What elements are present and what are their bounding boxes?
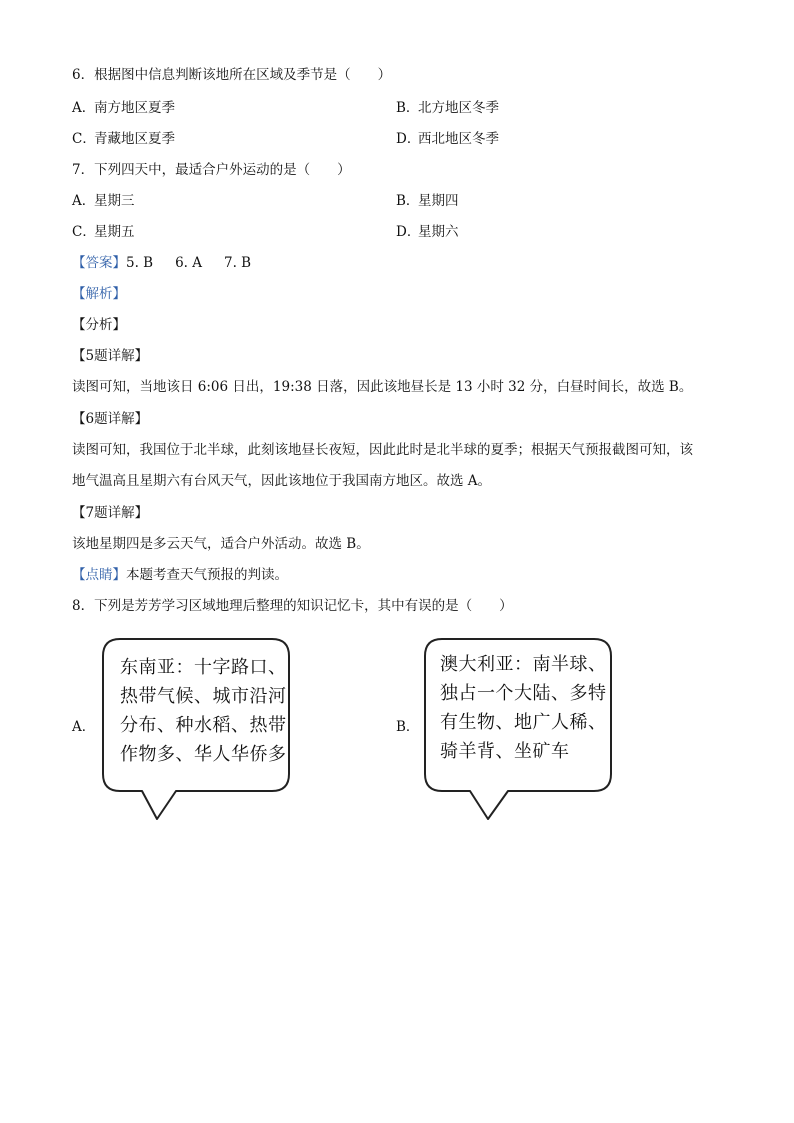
q6-option-c-text: 青藏地区夏季 <box>94 131 175 147</box>
q6-option-a-text: 南方地区夏季 <box>94 100 175 116</box>
q8-card-a-letter: A． <box>72 719 96 735</box>
q6-option-b <box>396 99 499 117</box>
analysis-label: 【解析】 <box>72 286 126 302</box>
answer-item: 6. A <box>175 255 203 271</box>
q7-option-b-text: 星期四 <box>418 193 459 209</box>
q6-stem: 6．根据图中信息判断该地所在区域及季节是（ ） <box>72 67 392 83</box>
answer-label: 【答案】 <box>72 255 126 271</box>
q8-card-b-text <box>440 650 607 766</box>
q8-card-a-line: 热带气候、城市沿河 <box>120 686 287 707</box>
answer-line <box>72 254 273 272</box>
fenxi-heading: 【分析】 <box>72 317 126 333</box>
q7-option-c-text: 星期五 <box>94 224 135 240</box>
dianjing-label: 【点睛】 <box>72 567 126 583</box>
q5-detail-heading: 【5题详解】 <box>72 348 149 364</box>
q8-stem: 8．下列是芳芳学习区域地理后整理的知识记忆卡，其中有误的是（ ） <box>72 598 513 614</box>
q6-option-c <box>72 130 175 148</box>
q7-option-d <box>396 223 459 241</box>
q7-option-a-letter: A． <box>72 193 96 209</box>
q7-stem: 7．下列四天中，最适合户外运动的是（ ） <box>72 162 351 178</box>
dianjing-text: 本题考查天气预报的判读。 <box>126 567 288 583</box>
q8-card-a-text <box>120 653 287 769</box>
dianjing-line <box>72 566 288 584</box>
q8-card-a-line: 作物多、华人华侨多 <box>120 744 287 765</box>
q8-card-b-line: 骑羊背、坐矿车 <box>440 741 570 762</box>
q8-card-a-line: 分布、种水稻、热带 <box>120 715 287 736</box>
q6-detail-body-1: 读图可知，我国位于北半球，此刻该地昼长夜短，因此此时是北半球的夏季；根据天气预报截图可知，该 <box>72 442 693 458</box>
q6-option-a <box>72 99 175 117</box>
q7-option-a-text: 星期三 <box>94 193 135 209</box>
q8-card-b-line: 有生物、地广人稀、 <box>440 712 607 733</box>
q6-option-d-letter: D． <box>396 131 421 147</box>
q7-option-d-letter: D． <box>396 224 421 240</box>
q7-option-b-letter: B． <box>396 193 420 209</box>
q8-card-a-line: 东南亚：十字路口、 <box>120 657 287 678</box>
q7-detail-heading: 【7题详解】 <box>72 505 149 521</box>
q6-option-d <box>396 130 499 148</box>
q8-card-b-letter: B． <box>396 719 420 735</box>
q8-card-b-line: 独占一个大陆、多特 <box>440 683 607 704</box>
q7-option-c-letter: C． <box>72 224 96 240</box>
q6-option-b-text: 北方地区冬季 <box>418 100 499 116</box>
q7-detail-body: 该地星期四是多云天气，适合户外活动。故选 B。 <box>72 536 370 552</box>
q5-detail-body: 读图可知，当地该日 6:06 日出，19:38 日落，因此该地昼长是 13 小时 32 分，白昼时间长，故选 B。 <box>72 379 693 395</box>
answer-item: 5. B <box>126 255 154 271</box>
q8-card-b-line: 澳大利亚：南半球、 <box>440 654 607 675</box>
q6-detail-body-2: 地气温高且星期六有台风天气，因此该地位于我国南方地区。故选 A。 <box>72 473 492 489</box>
q7-option-d-text: 星期六 <box>418 224 459 240</box>
q7-option-b <box>396 192 459 210</box>
q6-option-c-letter: C． <box>72 131 96 147</box>
q6-option-d-text: 西北地区冬季 <box>418 131 499 147</box>
answer-item: 7. B <box>224 255 252 271</box>
q8-card-a-bubble <box>100 636 292 822</box>
q6-option-a-letter: A． <box>72 100 96 116</box>
q8-card-b-bubble <box>422 636 614 822</box>
q6-detail-heading: 【6题详解】 <box>72 411 149 427</box>
q7-option-c <box>72 223 135 241</box>
q7-option-a <box>72 192 135 210</box>
q6-option-b-letter: B． <box>396 100 420 116</box>
